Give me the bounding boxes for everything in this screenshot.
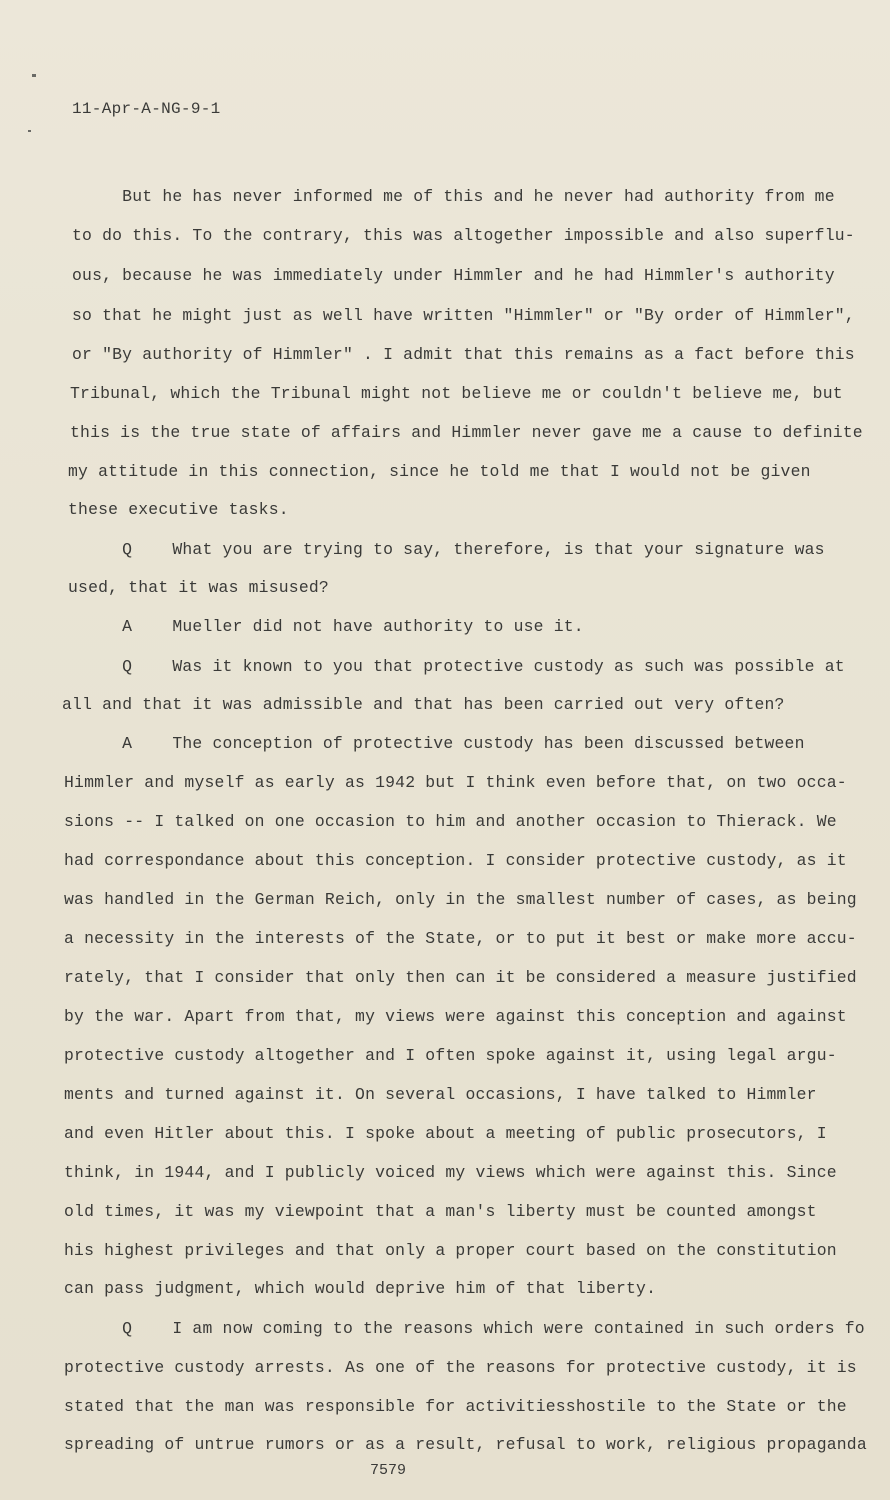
text-line: Tribunal, which the Tribunal might not believe me or couldn't believe me, but <box>70 384 843 403</box>
margin-mark <box>28 130 31 132</box>
text-line: stated that the man was responsible for activitiesshostile to the State or the <box>64 1397 847 1416</box>
text-line: my attitude in this connection, since he told me that I would not be given <box>68 462 811 481</box>
text-line: Himmler and myself as early as 1942 but I think even before that, on two occa- <box>64 773 847 792</box>
text-line: A Mueller did not have authority to use it. <box>72 617 584 636</box>
text-line: or "By authority of Himmler" . I admit that this remains as a fact before this <box>72 345 855 364</box>
text-line: so that he might just as well have written "Himmler" or "By order of Himmler", <box>72 306 855 325</box>
text-line: rately, that I consider that only then can it be considered a measure justified <box>64 968 857 987</box>
text-line: to do this. To the contrary, this was altogether impossible and also superflu- <box>72 226 855 245</box>
text-line: ments and turned against it. On several occasions, I have talked to Himmler <box>64 1085 817 1104</box>
text-line: Q I am now coming to the reasons which were contained in such orders fo <box>72 1319 865 1338</box>
margin-mark <box>32 74 36 77</box>
text-line: can pass judgment, which would deprive him of that liberty. <box>64 1279 657 1298</box>
text-line: spreading of untrue rumors or as a result, refusal to work, religious propaganda <box>64 1435 867 1454</box>
text-line: all and that it was admissible and that has been carried out very often? <box>62 695 785 714</box>
text-line: by the war. Apart from that, my views were against this conception and against <box>64 1007 847 1026</box>
text-line: A The conception of protective custody has been discussed between <box>72 734 805 753</box>
text-line: protective custody altogether and I often spoke against it, using legal argu- <box>64 1046 837 1065</box>
text-line: had correspondance about this conception. I consider protective custody, as it <box>64 851 847 870</box>
text-line: these executive tasks. <box>68 500 289 519</box>
text-line: But he has never informed me of this and he never had authority from me <box>72 187 835 206</box>
text-line: a necessity in the interests of the State, or to put it best or make more accu- <box>64 929 857 948</box>
text-line: used, that it was misused? <box>68 578 329 597</box>
text-line: think, in 1944, and I publicly voiced my views which were against this. Since <box>64 1163 837 1182</box>
text-line: protective custody arrests. As one of the reasons for protective custody, it is <box>64 1358 857 1377</box>
text-line: sions -- I talked on one occasion to him and another occasion to Thierack. We <box>64 812 837 831</box>
page-number: 7579 <box>370 1462 407 1479</box>
text-line: Q Was it known to you that protective custody as such was possible at <box>72 657 845 676</box>
text-line: and even Hitler about this. I spoke about a meeting of public prosecutors, I <box>64 1124 827 1143</box>
text-line: ous, because he was immediately under Himmler and he had Himmler's authority <box>72 266 835 285</box>
text-line: old times, it was my viewpoint that a man's liberty must be counted amongst <box>64 1202 817 1221</box>
document-header: 11-Apr-A-NG-9-1 <box>72 100 221 118</box>
text-line: Q What you are trying to say, therefore, is that your signature was <box>72 540 825 559</box>
text-line: this is the true state of affairs and Himmler never gave me a cause to definite <box>70 423 863 442</box>
text-line: his highest privileges and that only a proper court based on the constitution <box>64 1241 837 1260</box>
text-line: was handled in the German Reich, only in the smallest number of cases, as being <box>64 890 857 909</box>
